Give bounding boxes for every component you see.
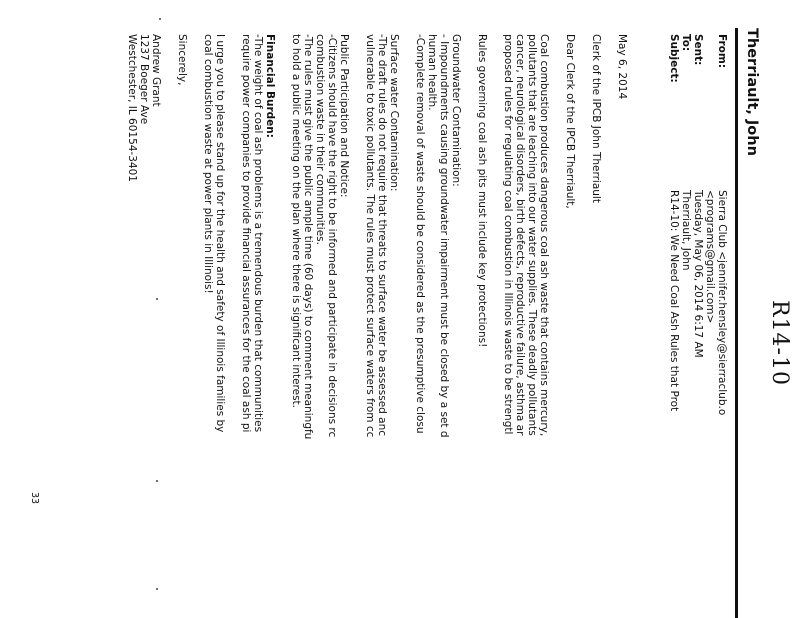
section-line: -The draft rules do not require that threats to surface water be assessed anc xyxy=(376,34,388,437)
section-line: to hold a public meeting on the plan where there is significant interest. xyxy=(290,34,302,409)
section-line: -The rules must give the public ample time (60 days) to comment meaningfu xyxy=(302,34,314,440)
section-line: -The weight of coal ash problems is a tremendous burden that communities xyxy=(252,34,264,433)
header-rule xyxy=(735,28,738,618)
signature-name: Andrew Grant xyxy=(150,34,162,107)
header-label-to: To: xyxy=(680,34,692,52)
header-value-to: Therriault, John xyxy=(680,190,692,271)
header-value-sent: Tuesday, May 06, 2014 6:17 AM xyxy=(692,190,704,358)
section-heading: Surface water Contamination: xyxy=(388,34,400,192)
section-line: vulnerable to toxic pollutants. The rules must protect surface waters from cc xyxy=(364,34,376,438)
section-line: -Complete removal of waste should be considered as the presumptive closu xyxy=(414,34,426,434)
section-heading: Financial Burden: xyxy=(264,34,276,138)
body-line: pollutants that are leaching into our water supplies. These deadly pollutants xyxy=(526,34,538,436)
scan-speck xyxy=(159,18,161,20)
letter-recipient: Clerk of the IPCB John Therriault xyxy=(590,34,602,203)
closing: Sincerely, xyxy=(176,34,188,86)
section-line: require power companies to provide financial assurances for the coal ash pi xyxy=(240,34,252,433)
header-label-subject: Subject: xyxy=(668,34,680,83)
scan-speck xyxy=(156,298,158,300)
document-code: R14-10 xyxy=(767,300,792,386)
section-heading: Groundwater Contamination: xyxy=(450,34,462,187)
signature-address: 1237 Boeger Ave xyxy=(138,34,150,125)
closing-paragraph-line: coal combustion waste at power plants in Illinois! xyxy=(202,34,214,294)
section-line: human health. xyxy=(426,34,438,111)
section-line: -Citizens should have the right to be informed and participate in decisions rc xyxy=(326,34,338,438)
header-value-subject: R14-10: We Need Coal Ash Rules that Prot xyxy=(668,190,680,412)
body-line: cancer, neurological disorders, birth defects, reproductive failure, asthma ar xyxy=(514,34,526,436)
rules-intro: Rules governing coal ash pits must include key protections! xyxy=(476,34,488,348)
header-label-from: From: xyxy=(716,34,728,69)
letter-date: May 6, 2014 xyxy=(616,34,628,100)
scan-speck xyxy=(156,588,158,590)
header-value-from-email: <programs@gmail.com> xyxy=(704,190,716,324)
section-line: combustion waste in their communities. xyxy=(314,34,326,245)
scan-speck xyxy=(156,480,158,482)
page-number: 33 xyxy=(29,492,40,505)
header-label-sent: Sent: xyxy=(692,34,704,66)
section-heading: Public Participation and Notice: xyxy=(338,34,350,198)
body-line: Coal combustion produces dangerous coal ash waste that contains mercury, xyxy=(538,34,550,437)
letter-salutation: Dear Clerk of the IPCB Therriault, xyxy=(564,34,576,209)
closing-paragraph-line: I urge you to please stand up for the health and safety of Illinois families by xyxy=(214,34,226,433)
sender-name: Therriault, John xyxy=(744,28,760,156)
section-line: - Impoundments causing groundwater impairment must be closed by a set d xyxy=(438,34,450,438)
signature-city: Westchester, IL 60154-3401 xyxy=(126,34,138,182)
body-line: proposed rules for regulating coal combustion in Illinois waste to be strengtl xyxy=(502,34,514,435)
header-value-from: Sierra Club <jennifer.hensley@sierraclub.o xyxy=(716,190,728,416)
